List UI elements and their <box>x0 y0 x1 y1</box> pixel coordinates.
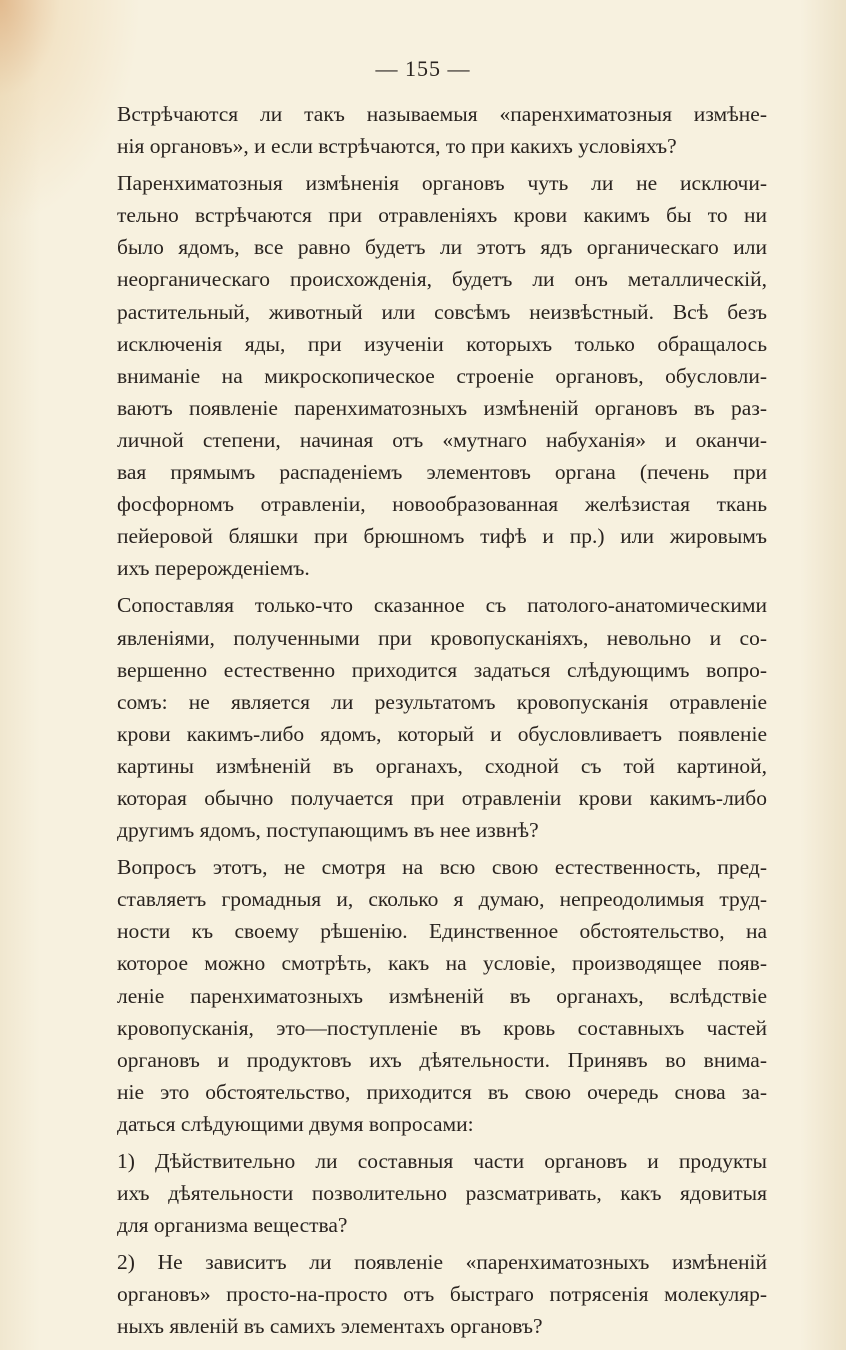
text-line: ихъ дѣятельности позволительно разсматривать, какъ ядовитыя <box>117 1181 767 1206</box>
text-line: другимъ ядомъ, поступающимъ въ нее извнѣ? <box>117 818 539 843</box>
text-line: Паренхиматозныя измѣненія органовъ чуть ли не исключи- <box>117 171 767 196</box>
text-line: Сопоставляя только-что сказанное съ патолого-анатомическими <box>117 593 767 618</box>
text-line: личной степени, начиная отъ «мутнаго набуханія» и оканчи- <box>117 427 767 452</box>
text-line: пейеровой бляшки при брюшномъ тифѣ и пр.) или жировымъ <box>117 524 767 549</box>
text-line: сомъ: не является ли результатомъ кровопусканія отравленіе <box>117 689 767 714</box>
paragraph <box>117 851 767 1140</box>
text-line: которая обычно получается при отравленіи крови какимъ-либо <box>117 785 767 810</box>
text-line: вая прямымъ распаденіемъ элементовъ органа (печень при <box>117 460 767 485</box>
text-line: для организма вещества? <box>117 1213 348 1238</box>
text-line: крови какимъ-либо ядомъ, который и обусловливаетъ появленіе <box>117 721 767 746</box>
text-line: ставляетъ громадныя и, сколько я думаю, непреодолимыя труд- <box>117 887 767 912</box>
text-line: органовъ» просто-на-просто отъ быстраго потрясенія молекуляр- <box>117 1282 767 1307</box>
text-line: которое можно смотрѣть, какъ на условіе, производящее появ- <box>117 951 767 976</box>
text-line: ныхъ явленій въ самихъ элементахъ органовъ? <box>117 1314 543 1339</box>
text-line: нія органовъ», и если встрѣчаются, то при какихъ условіяхъ? <box>117 134 677 159</box>
text-line: картины измѣненій въ органахъ, сходной съ той картиной, <box>117 753 767 778</box>
text-line: вниманіе на микроскопическое строеніе органовъ, обусловли- <box>117 363 767 388</box>
page-number: — 155 — <box>375 56 471 81</box>
text-line: ніе это обстоятельство, приходится въ свою очередь снова за- <box>117 1079 767 1104</box>
text-line: было ядомъ, все равно будетъ ли этотъ ядъ органическаго или <box>117 235 767 260</box>
body-text <box>117 98 767 1348</box>
text-line: леніе паренхиматозныхъ измѣненій въ органахъ, вслѣдствіе <box>117 983 767 1008</box>
text-line: Вопросъ этотъ, не смотря на всю свою естественность, пред- <box>117 855 767 880</box>
text-line: растительный, животный или совсѣмъ неизвѣстный. Всѣ безъ <box>117 299 767 324</box>
text-line: фосфорномъ отравленіи, новообразованная желѣзистая ткань <box>117 492 767 517</box>
text-line: исключенія яды, при изученіи которыхъ только обращалось <box>117 331 767 356</box>
text-line: даться слѣдующими двумя вопросами: <box>117 1111 474 1136</box>
text-line: ихъ перерожденіемъ. <box>117 556 310 581</box>
paragraph <box>117 167 767 584</box>
paragraph <box>117 589 767 846</box>
text-line: ности къ своему рѣшенію. Единственное обстоятельство, на <box>117 919 767 944</box>
text-line: вершенно естественно приходится задаться слѣдующимъ вопро- <box>117 657 767 682</box>
text-line: органовъ и продуктовъ ихъ дѣятельности. Принявъ во внима- <box>117 1047 767 1072</box>
paragraph <box>117 1246 767 1342</box>
text-line: кровопусканія, это—поступленіе въ кровь составныхъ частей <box>117 1015 767 1040</box>
text-line: Встрѣчаются ли такъ называемыя «паренхиматозныя измѣне- <box>117 102 767 126</box>
text-line: явленіями, полученными при кровопусканіяхъ, невольно и со- <box>117 625 767 650</box>
text-line: неорганическаго происхожденія, будетъ ли онъ металлическій, <box>117 267 767 292</box>
text-line: ваютъ появленіе паренхиматозныхъ измѣненій органовъ въ раз- <box>117 395 767 420</box>
text-line: 1) Дѣйствительно ли составныя части органовъ и продукты <box>117 1149 767 1173</box>
text-line: 2) Не зависитъ ли появленіе «паренхиматозныхъ измѣненій <box>117 1250 767 1275</box>
paragraph <box>117 1145 767 1241</box>
paragraph <box>117 98 767 162</box>
text-line: тельно встрѣчаются при отравленіяхъ крови какимъ бы то ни <box>117 203 767 228</box>
